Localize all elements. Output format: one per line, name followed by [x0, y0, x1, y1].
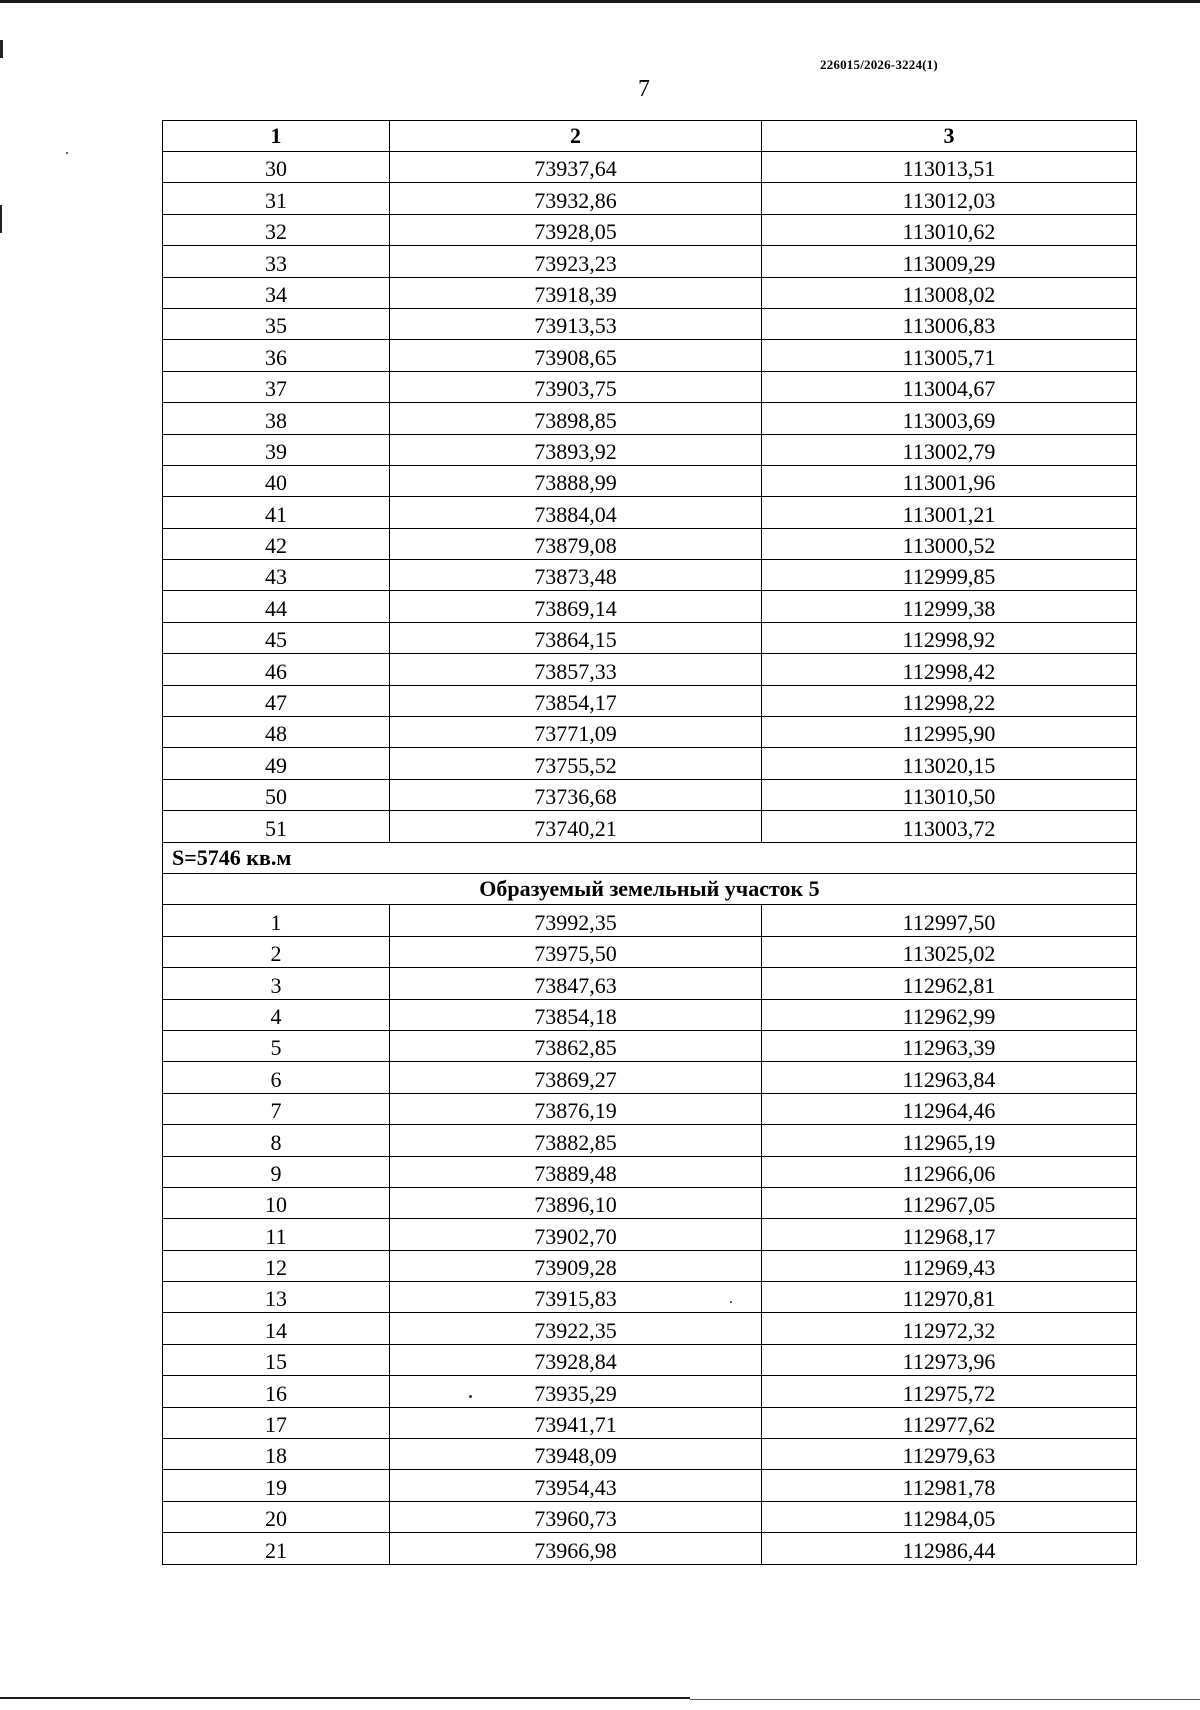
y-coordinate-cell: 113008,02	[762, 277, 1137, 308]
x-coordinate-cell: 73941,71	[390, 1407, 762, 1438]
y-coordinate-cell: 113001,96	[762, 465, 1137, 496]
table-row	[163, 1376, 1137, 1407]
x-coordinate-cell: 73966,98	[390, 1533, 762, 1564]
x-coordinate-cell: 73908,65	[390, 340, 762, 371]
point-number-cell: 11	[163, 1219, 390, 1250]
table-row	[163, 622, 1137, 653]
point-number-cell: 46	[163, 654, 390, 685]
y-coordinate-cell: 113013,51	[762, 152, 1137, 183]
table-row	[163, 183, 1137, 214]
y-coordinate-cell: 112962,81	[762, 968, 1137, 999]
point-number-cell: 36	[163, 340, 390, 371]
y-coordinate-cell: 112963,84	[762, 1062, 1137, 1093]
point-number-cell: 12	[163, 1250, 390, 1281]
y-coordinate-cell: 112981,78	[762, 1470, 1137, 1501]
x-coordinate-cell: 73922,35	[390, 1313, 762, 1344]
x-coordinate-cell: 73736,68	[390, 779, 762, 810]
table-row	[163, 277, 1137, 308]
table-row	[163, 748, 1137, 779]
point-number-cell: 44	[163, 591, 390, 622]
point-number-cell: 31	[163, 183, 390, 214]
x-coordinate-cell: 73935,29	[390, 1376, 762, 1407]
table-row	[163, 246, 1137, 277]
y-coordinate-cell: 112968,17	[762, 1219, 1137, 1250]
y-coordinate-cell: 113000,52	[762, 528, 1137, 559]
point-number-cell: 50	[163, 779, 390, 810]
table-row	[163, 1093, 1137, 1124]
x-coordinate-cell: 73928,84	[390, 1344, 762, 1375]
point-number-cell: 48	[163, 717, 390, 748]
section-title: Образуемый земельный участок 5	[163, 873, 1137, 904]
x-coordinate-cell: 73869,27	[390, 1062, 762, 1093]
x-coordinate-cell: 73889,48	[390, 1156, 762, 1187]
table-row	[163, 214, 1137, 245]
table-row	[163, 528, 1137, 559]
table-row	[163, 434, 1137, 465]
area-row	[163, 842, 1137, 873]
scan-bottom-edge	[690, 1699, 1200, 1700]
x-coordinate-cell: 73918,39	[390, 277, 762, 308]
point-number-cell: 35	[163, 308, 390, 339]
x-coordinate-cell: 73992,35	[390, 905, 762, 936]
x-coordinate-cell: 73975,50	[390, 936, 762, 967]
table-row	[163, 685, 1137, 716]
y-coordinate-cell: 113002,79	[762, 434, 1137, 465]
y-coordinate-cell: 113003,69	[762, 403, 1137, 434]
table-row	[163, 1344, 1137, 1375]
table-row	[163, 497, 1137, 528]
point-number-cell: 16	[163, 1376, 390, 1407]
x-coordinate-cell: 73937,64	[390, 152, 762, 183]
scan-speck	[469, 1395, 472, 1398]
table-row	[163, 152, 1137, 183]
table-row	[163, 717, 1137, 748]
y-coordinate-cell: 112984,05	[762, 1501, 1137, 1532]
point-number-cell: 33	[163, 246, 390, 277]
scan-top-edge	[0, 0, 1200, 3]
table-row	[163, 1533, 1137, 1564]
table-row	[163, 1313, 1137, 1344]
y-coordinate-cell: 113010,50	[762, 779, 1137, 810]
y-coordinate-cell: 112962,99	[762, 999, 1137, 1030]
scan-left-mark	[0, 40, 3, 58]
point-number-cell: 45	[163, 622, 390, 653]
header-cell-1: 1	[163, 121, 390, 152]
table-row	[163, 1407, 1137, 1438]
y-coordinate-cell: 112973,96	[762, 1344, 1137, 1375]
page-number: 7	[638, 76, 650, 102]
x-coordinate-cell: 73896,10	[390, 1187, 762, 1218]
coordinates-table	[162, 120, 1137, 1565]
table-row	[163, 936, 1137, 967]
table-row	[163, 1282, 1137, 1313]
table-row	[163, 465, 1137, 496]
header-cell-3: 3	[762, 121, 1137, 152]
point-number-cell: 19	[163, 1470, 390, 1501]
table-row	[163, 371, 1137, 402]
x-coordinate-cell: 73888,99	[390, 465, 762, 496]
x-coordinate-cell: 73932,86	[390, 183, 762, 214]
point-number-cell: 49	[163, 748, 390, 779]
table-row	[163, 1219, 1137, 1250]
x-coordinate-cell: 73862,85	[390, 1030, 762, 1061]
point-number-cell: 20	[163, 1501, 390, 1532]
y-coordinate-cell: 113025,02	[762, 936, 1137, 967]
x-coordinate-cell: 73873,48	[390, 560, 762, 591]
point-number-cell: 13	[163, 1282, 390, 1313]
table-row	[163, 1439, 1137, 1470]
scan-speck	[730, 1301, 732, 1303]
y-coordinate-cell: 112979,63	[762, 1439, 1137, 1470]
x-coordinate-cell: 73948,09	[390, 1439, 762, 1470]
table-row	[163, 999, 1137, 1030]
y-coordinate-cell: 113006,83	[762, 308, 1137, 339]
y-coordinate-cell: 112977,62	[762, 1407, 1137, 1438]
point-number-cell: 15	[163, 1344, 390, 1375]
table-row	[163, 968, 1137, 999]
x-coordinate-cell: 73771,09	[390, 717, 762, 748]
document-id: 226015/2026-3224(1)	[820, 57, 938, 72]
table-row	[163, 905, 1137, 936]
point-number-cell: 1	[163, 905, 390, 936]
point-number-cell: 38	[163, 403, 390, 434]
table-header-row	[163, 121, 1137, 152]
table-row	[163, 340, 1137, 371]
point-number-cell: 51	[163, 811, 390, 842]
y-coordinate-cell: 112999,85	[762, 560, 1137, 591]
point-number-cell: 4	[163, 999, 390, 1030]
point-number-cell: 17	[163, 1407, 390, 1438]
area-label: S=5746 кв.м	[163, 842, 1137, 873]
point-number-cell: 41	[163, 497, 390, 528]
y-coordinate-cell: 112997,50	[762, 905, 1137, 936]
x-coordinate-cell: 73740,21	[390, 811, 762, 842]
y-coordinate-cell: 112986,44	[762, 1533, 1137, 1564]
table-row	[163, 654, 1137, 685]
y-coordinate-cell: 112963,39	[762, 1030, 1137, 1061]
table-row	[163, 308, 1137, 339]
y-coordinate-cell: 112970,81	[762, 1282, 1137, 1313]
table-row	[163, 1250, 1137, 1281]
y-coordinate-cell: 113020,15	[762, 748, 1137, 779]
point-number-cell: 6	[163, 1062, 390, 1093]
table-row	[163, 1062, 1137, 1093]
point-number-cell: 18	[163, 1439, 390, 1470]
table-row	[163, 1470, 1137, 1501]
table-row	[163, 591, 1137, 622]
x-coordinate-cell: 73854,17	[390, 685, 762, 716]
y-coordinate-cell: 112969,43	[762, 1250, 1137, 1281]
point-number-cell: 30	[163, 152, 390, 183]
x-coordinate-cell: 73884,04	[390, 497, 762, 528]
y-coordinate-cell: 112965,19	[762, 1125, 1137, 1156]
x-coordinate-cell: 73755,52	[390, 748, 762, 779]
scan-left-mark	[0, 205, 2, 233]
point-number-cell: 8	[163, 1125, 390, 1156]
y-coordinate-cell: 112998,22	[762, 685, 1137, 716]
y-coordinate-cell: 113010,62	[762, 214, 1137, 245]
x-coordinate-cell: 73923,23	[390, 246, 762, 277]
x-coordinate-cell: 73954,43	[390, 1470, 762, 1501]
x-coordinate-cell: 73864,15	[390, 622, 762, 653]
section-title-row	[163, 873, 1137, 904]
header-cell-2: 2	[390, 121, 762, 152]
x-coordinate-cell: 73915,83	[390, 1282, 762, 1313]
point-number-cell: 9	[163, 1156, 390, 1187]
x-coordinate-cell: 73857,33	[390, 654, 762, 685]
x-coordinate-cell: 73960,73	[390, 1501, 762, 1532]
scan-bottom-edge	[0, 1697, 690, 1699]
y-coordinate-cell: 112964,46	[762, 1093, 1137, 1124]
x-coordinate-cell: 73903,75	[390, 371, 762, 402]
table-row	[163, 1156, 1137, 1187]
x-coordinate-cell: 73902,70	[390, 1219, 762, 1250]
y-coordinate-cell: 113012,03	[762, 183, 1137, 214]
point-number-cell: 14	[163, 1313, 390, 1344]
y-coordinate-cell: 113003,72	[762, 811, 1137, 842]
point-number-cell: 2	[163, 936, 390, 967]
table-row	[163, 403, 1137, 434]
table-row	[163, 1030, 1137, 1061]
x-coordinate-cell: 73854,18	[390, 999, 762, 1030]
point-number-cell: 10	[163, 1187, 390, 1218]
x-coordinate-cell: 73882,85	[390, 1125, 762, 1156]
x-coordinate-cell: 73928,05	[390, 214, 762, 245]
y-coordinate-cell: 112998,92	[762, 622, 1137, 653]
x-coordinate-cell: 73847,63	[390, 968, 762, 999]
point-number-cell: 39	[163, 434, 390, 465]
table-row	[163, 1501, 1137, 1532]
point-number-cell: 40	[163, 465, 390, 496]
point-number-cell: 43	[163, 560, 390, 591]
table-row	[163, 1187, 1137, 1218]
x-coordinate-cell: 73893,92	[390, 434, 762, 465]
y-coordinate-cell: 112972,32	[762, 1313, 1137, 1344]
y-coordinate-cell: 112998,42	[762, 654, 1137, 685]
scan-speck	[66, 152, 68, 154]
y-coordinate-cell: 113004,67	[762, 371, 1137, 402]
point-number-cell: 21	[163, 1533, 390, 1564]
x-coordinate-cell: 73909,28	[390, 1250, 762, 1281]
table-row	[163, 779, 1137, 810]
x-coordinate-cell: 73876,19	[390, 1093, 762, 1124]
y-coordinate-cell: 112999,38	[762, 591, 1137, 622]
y-coordinate-cell: 112967,05	[762, 1187, 1137, 1218]
table-row	[163, 560, 1137, 591]
table-row	[163, 1125, 1137, 1156]
point-number-cell: 47	[163, 685, 390, 716]
y-coordinate-cell: 113009,29	[762, 246, 1137, 277]
x-coordinate-cell: 73869,14	[390, 591, 762, 622]
point-number-cell: 37	[163, 371, 390, 402]
y-coordinate-cell: 113001,21	[762, 497, 1137, 528]
x-coordinate-cell: 73879,08	[390, 528, 762, 559]
x-coordinate-cell: 73913,53	[390, 308, 762, 339]
y-coordinate-cell: 113005,71	[762, 340, 1137, 371]
point-number-cell: 34	[163, 277, 390, 308]
x-coordinate-cell: 73898,85	[390, 403, 762, 434]
point-number-cell: 7	[163, 1093, 390, 1124]
y-coordinate-cell: 112975,72	[762, 1376, 1137, 1407]
table-row	[163, 811, 1137, 842]
point-number-cell: 5	[163, 1030, 390, 1061]
point-number-cell: 32	[163, 214, 390, 245]
y-coordinate-cell: 112995,90	[762, 717, 1137, 748]
y-coordinate-cell: 112966,06	[762, 1156, 1137, 1187]
point-number-cell: 3	[163, 968, 390, 999]
point-number-cell: 42	[163, 528, 390, 559]
